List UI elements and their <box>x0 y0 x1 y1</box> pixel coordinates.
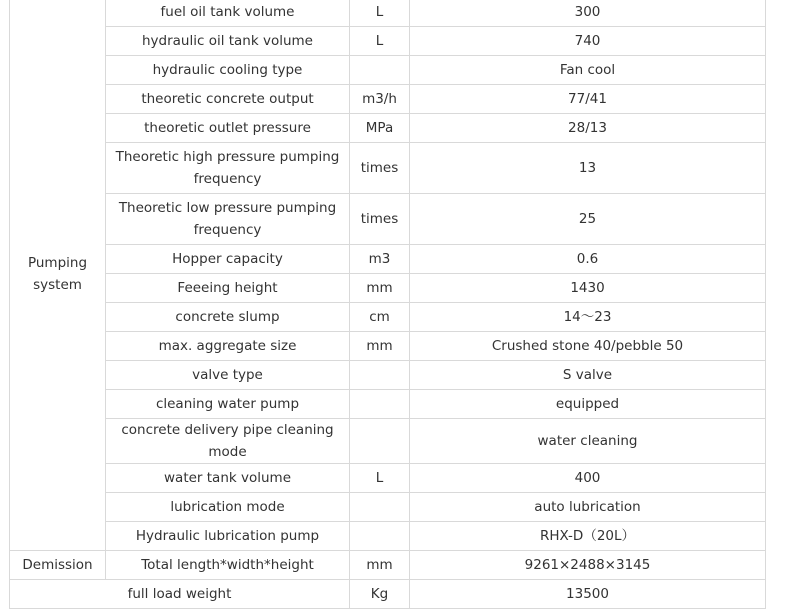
param-name: theoretic concrete output <box>106 85 350 114</box>
param-name: Total length*width*height <box>106 551 350 580</box>
param-unit: m3 <box>350 245 410 274</box>
param-value: 28/13 <box>410 114 766 143</box>
param-value: 1430 <box>410 274 766 303</box>
param-name: lubrication mode <box>106 493 350 522</box>
param-value: 13 <box>410 143 766 194</box>
param-name: fuel oil tank volume <box>106 0 350 27</box>
table-row <box>10 419 766 464</box>
param-name: full load weight <box>10 580 350 609</box>
param-value: water cleaning <box>410 419 766 464</box>
param-value: 14～23 <box>410 303 766 332</box>
param-unit <box>350 361 410 390</box>
table-row <box>10 303 766 332</box>
table-row <box>10 27 766 56</box>
param-unit: L <box>350 0 410 27</box>
table-row <box>10 85 766 114</box>
param-unit: mm <box>350 274 410 303</box>
param-unit: L <box>350 27 410 56</box>
param-value: 740 <box>410 27 766 56</box>
table-row <box>10 522 766 551</box>
param-name: hydraulic cooling type <box>106 56 350 85</box>
param-value: 300 <box>410 0 766 27</box>
param-unit: L <box>350 464 410 493</box>
param-unit: Kg <box>350 580 410 609</box>
group-demission: Demission <box>10 551 106 580</box>
table-row <box>10 274 766 303</box>
param-unit: times <box>350 194 410 245</box>
table-row <box>10 56 766 85</box>
table-row <box>10 580 766 609</box>
param-value: 13500 <box>410 580 766 609</box>
param-value: Fan cool <box>410 56 766 85</box>
param-unit <box>350 493 410 522</box>
param-value: 25 <box>410 194 766 245</box>
param-name: concrete delivery pipe cleaning mode <box>106 419 350 464</box>
table-row <box>10 361 766 390</box>
param-unit: times <box>350 143 410 194</box>
param-name: Feeeing height <box>106 274 350 303</box>
param-value: S valve <box>410 361 766 390</box>
table-row <box>10 143 766 194</box>
param-unit: mm <box>350 551 410 580</box>
param-name: water tank volume <box>106 464 350 493</box>
param-value: equipped <box>410 390 766 419</box>
param-name: Theoretic high pressure pumping frequency <box>106 143 350 194</box>
table-row <box>10 464 766 493</box>
param-name: Hopper capacity <box>106 245 350 274</box>
table-row <box>10 114 766 143</box>
param-value: Crushed stone 40/pebble 50 <box>410 332 766 361</box>
param-value: RHX-D（20L） <box>410 522 766 551</box>
param-unit <box>350 56 410 85</box>
param-name: Theoretic low pressure pumping frequency <box>106 194 350 245</box>
table-row <box>10 390 766 419</box>
param-name: concrete slump <box>106 303 350 332</box>
param-unit: m3/h <box>350 85 410 114</box>
param-value: 400 <box>410 464 766 493</box>
param-value: 77/41 <box>410 85 766 114</box>
spec-table <box>9 0 766 609</box>
table-row <box>10 551 766 580</box>
param-name: theoretic outlet pressure <box>106 114 350 143</box>
param-value: 0.6 <box>410 245 766 274</box>
group-pumping-system: Pumping system <box>10 0 106 551</box>
param-name: Hydraulic lubrication pump <box>106 522 350 551</box>
table-row <box>10 194 766 245</box>
table-row <box>10 0 766 27</box>
param-name: valve type <box>106 361 350 390</box>
param-unit: mm <box>350 332 410 361</box>
table-row <box>10 245 766 274</box>
param-unit: cm <box>350 303 410 332</box>
param-unit: MPa <box>350 114 410 143</box>
param-value: auto lubrication <box>410 493 766 522</box>
param-unit <box>350 390 410 419</box>
table-row <box>10 493 766 522</box>
param-name: cleaning water pump <box>106 390 350 419</box>
param-unit <box>350 522 410 551</box>
param-name: hydraulic oil tank volume <box>106 27 350 56</box>
param-value: 9261×2488×3145 <box>410 551 766 580</box>
param-unit <box>350 419 410 464</box>
param-name: max. aggregate size <box>106 332 350 361</box>
table-row <box>10 332 766 361</box>
